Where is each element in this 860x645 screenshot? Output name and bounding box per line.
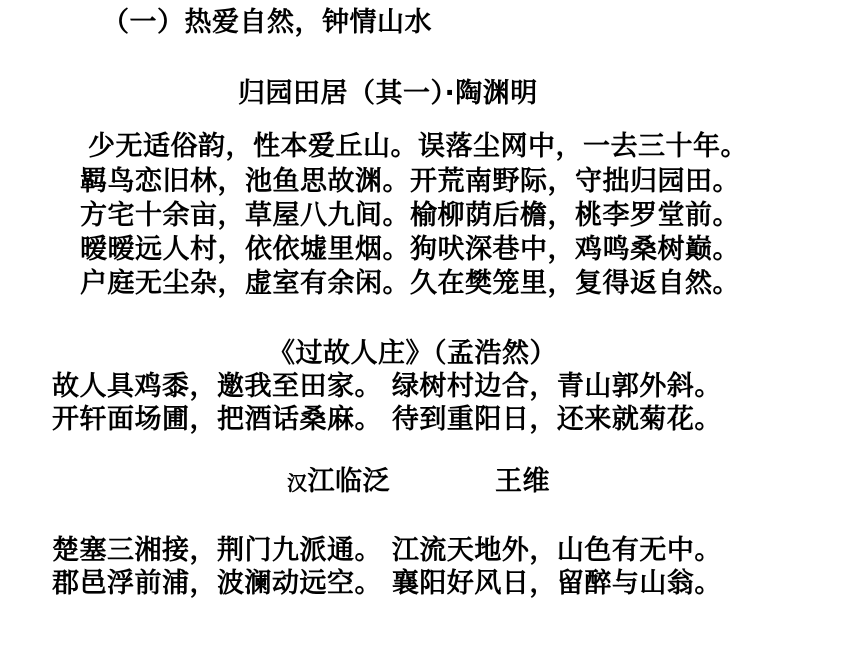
- poem3-line: 楚塞三湘接，荆门九派通。 江流天地外，山色有无中。: [52, 535, 722, 566]
- poem2-line: 开轩面场圃，把酒话桑麻。 待到重阳日，还来就菊花。: [52, 404, 722, 435]
- poem3-title-prefix: 汉: [287, 471, 308, 495]
- poem2-line: 故人具鸡黍，邀我至田家。 绿树村边合，青山郭外斜。: [52, 371, 722, 402]
- poem1-line: 户庭无尘杂，虚室有余闲。久在樊笼里，复得返自然。: [80, 268, 740, 299]
- poem1-title: 归园田居（其一）·陶渊明: [238, 78, 538, 109]
- poem3-author: 王维: [495, 466, 550, 497]
- poem1-line: 少无适俗韵，性本爱丘山。误落尘网中，一去三十年。: [88, 131, 748, 162]
- poem3-title: [287, 466, 390, 499]
- poem1-line: 方宅十余亩，草屋八九间。榆柳荫后檐，桃李罗堂前。: [80, 200, 740, 231]
- poem1-line: 暧暧远人村，依依墟里烟。狗吠深巷中，鸡鸣桑树巅。: [80, 234, 740, 265]
- poem3-title-main: 江临泛: [307, 466, 390, 497]
- poem3-line: 郡邑浮前浦，波澜动远空。 襄阳好风日，留醉与山翁。: [52, 568, 722, 599]
- poem2-title: 《过故人庄》（孟浩然）: [268, 338, 557, 369]
- poem1-line: 羁鸟恋旧林，池鱼思故渊。开荒南野际，守拙归园田。: [80, 166, 740, 197]
- section-heading: （一）热爱自然，钟情山水: [102, 7, 432, 38]
